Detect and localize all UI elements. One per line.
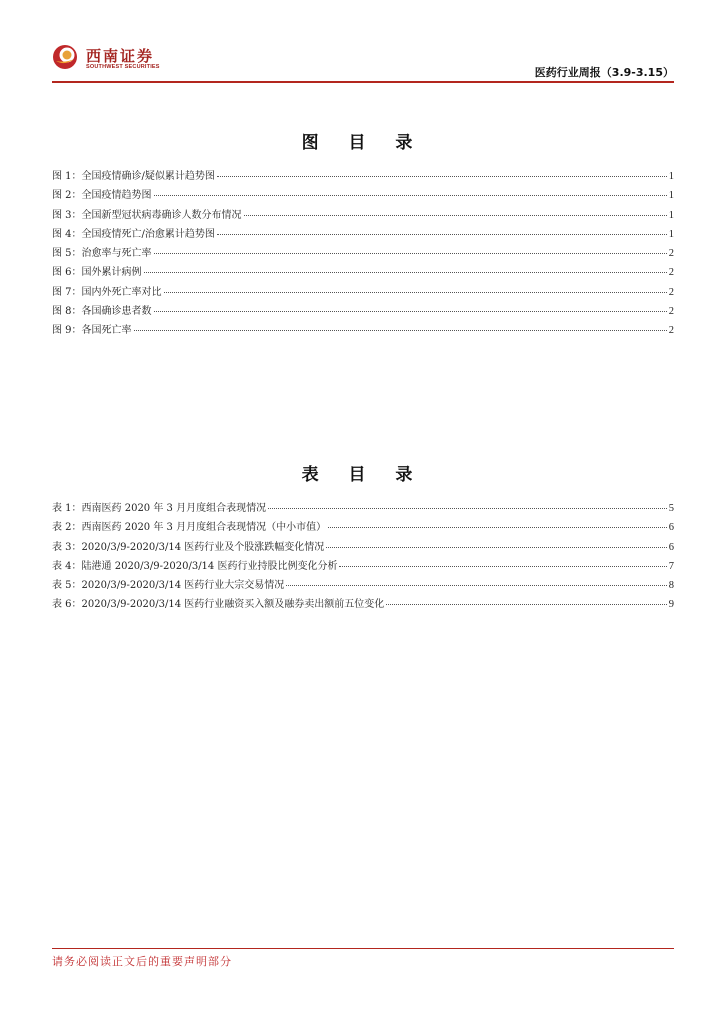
toc-entry[interactable]: [52, 167, 674, 186]
logo-english-name: SOUTHWEST SECURITIES: [86, 64, 160, 70]
toc-entry-label: 图 3：全国新型冠状病毒确诊人数分布情况: [52, 209, 242, 221]
dot-leader: [326, 547, 666, 548]
report-title: 医药行业周报（3.9-3.15）: [534, 66, 674, 79]
toc-entry[interactable]: [52, 518, 674, 537]
company-logo: [52, 40, 172, 78]
toc-entry-page: 6: [668, 522, 674, 534]
dot-leader: [154, 311, 667, 312]
figures-toc-list: [52, 167, 674, 341]
dot-leader: [164, 292, 667, 293]
toc-entry-page: 1: [668, 171, 674, 182]
dot-leader: [339, 566, 666, 567]
toc-entry-page: 6: [668, 541, 674, 553]
toc-entry[interactable]: [52, 225, 674, 244]
header-divider: [52, 81, 674, 83]
tables-toc-list: [52, 499, 674, 615]
toc-entry-page: 7: [668, 560, 674, 572]
toc-entry[interactable]: [52, 302, 674, 321]
toc-entry-label: 表 4：陆港通 2020/3/9-2020/3/14 医药行业持股比例变化分析: [52, 560, 338, 572]
toc-entry[interactable]: [52, 206, 674, 225]
page-header: [52, 40, 674, 82]
toc-entry[interactable]: [52, 283, 674, 302]
toc-entry-page: 2: [668, 267, 674, 279]
toc-entry-label: 图 4：全国疫情死亡/治愈累计趋势图: [52, 228, 215, 240]
toc-entry-page: 9: [668, 599, 674, 611]
dot-leader: [217, 176, 667, 177]
toc-entry-page: 2: [668, 248, 674, 260]
toc-entry-page: 1: [668, 228, 674, 240]
toc-entry-label: 图 1：全国疫情确诊/疑似累计趋势图: [52, 171, 215, 182]
toc-entry-page: 5: [668, 503, 674, 514]
toc-entry-label: 表 5：2020/3/9-2020/3/14 医药行业大宗交易情况: [52, 580, 285, 592]
toc-entry[interactable]: [52, 186, 674, 205]
toc-entry-label: 图 6：国外累计病例: [52, 267, 142, 279]
dot-leader: [217, 234, 667, 235]
dot-leader: [154, 253, 667, 254]
logo-emblem-icon: [52, 44, 78, 70]
toc-entry[interactable]: [52, 538, 674, 557]
toc-entry-page: 2: [668, 306, 674, 318]
toc-entry-page: 2: [668, 325, 674, 337]
toc-entry-label: 图 8：各国确诊患者数: [52, 306, 152, 318]
toc-entry-label: 图 7：国内外死亡率对比: [52, 286, 162, 298]
figures-toc-title: 图 目 录: [301, 133, 425, 153]
toc-entry-page: 1: [668, 190, 674, 202]
toc-entry-label: 图 9：各国死亡率: [52, 325, 132, 337]
toc-entry-label: 表 2：西南医药 2020 年 3 月月度组合表现情况（中小市值）: [52, 522, 327, 534]
toc-entry-label: 表 3：2020/3/9-2020/3/14 医药行业及个股涨跌幅变化情况: [52, 541, 325, 553]
toc-entry-page: 8: [668, 580, 674, 592]
dot-leader: [386, 604, 666, 605]
toc-entry-page: 1: [668, 209, 674, 221]
toc-entry[interactable]: [52, 321, 674, 340]
toc-entry-label: 图 5：治愈率与死亡率: [52, 248, 152, 260]
toc-entry-label: 表 6：2020/3/9-2020/3/14 医药行业融资买入额及融券卖出额前五位变化: [52, 599, 385, 611]
dot-leader: [244, 215, 667, 216]
toc-entry-label: 图 2：全国疫情趋势图: [52, 190, 152, 202]
toc-entry-page: 2: [668, 286, 674, 298]
footer-divider: [52, 948, 674, 949]
dot-leader: [154, 195, 667, 196]
tables-toc-title: 表 目 录: [301, 465, 425, 485]
toc-entry[interactable]: [52, 576, 674, 595]
logo-chinese-name: 西南证券: [86, 47, 155, 65]
dot-leader: [144, 272, 667, 273]
toc-entry[interactable]: [52, 595, 674, 614]
dot-leader: [286, 585, 666, 586]
dot-leader: [134, 330, 667, 331]
footer-disclaimer: 请务必阅读正文后的重要声明部分: [52, 955, 232, 968]
toc-entry[interactable]: [52, 263, 674, 282]
toc-entry[interactable]: [52, 244, 674, 263]
toc-entry[interactable]: [52, 557, 674, 576]
toc-entry[interactable]: [52, 499, 674, 518]
dot-leader: [328, 527, 667, 528]
toc-entry-label: 表 1：西南医药 2020 年 3 月月度组合表现情况: [52, 503, 267, 514]
dot-leader: [268, 508, 667, 509]
